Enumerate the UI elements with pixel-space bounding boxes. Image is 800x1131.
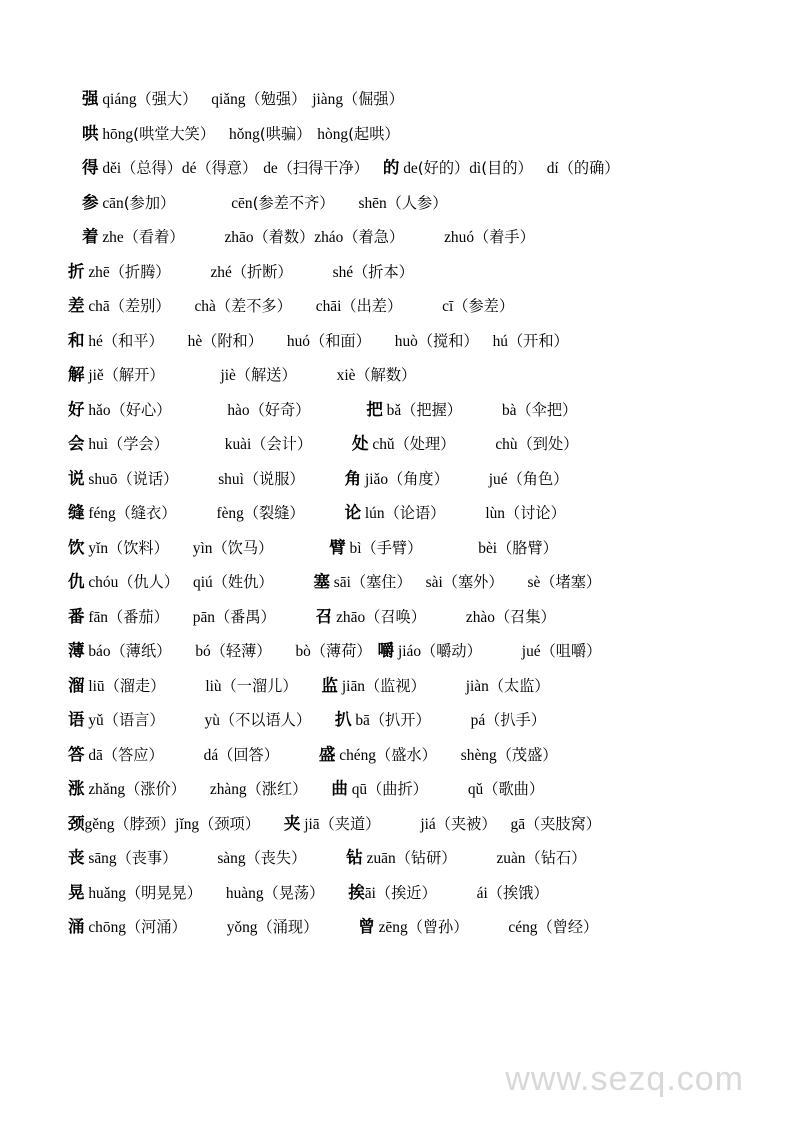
example-word: （曾经） <box>537 918 599 936</box>
pinyin-reading: jué <box>488 470 508 488</box>
example-word: （勉强） <box>245 90 307 108</box>
pinyin-reading: hòng <box>317 125 349 143</box>
pinyin-reading: zuàn <box>496 850 526 867</box>
entry-line <box>64 600 736 635</box>
example-word: (参加） <box>123 193 176 212</box>
pinyin-reading: qiú <box>193 574 213 591</box>
polyphone-character-list <box>64 82 736 945</box>
example-word: (哄堂大笑） <box>133 124 216 143</box>
example-word: （伞把） <box>516 400 578 419</box>
pinyin-reading: fèng <box>216 505 244 522</box>
headword-character: 和 <box>68 330 85 350</box>
pinyin-reading: zēng <box>374 919 408 936</box>
headword-character: 着 <box>82 227 99 246</box>
example-word: （薄荷） <box>310 642 372 660</box>
example-word: （折腾） <box>109 262 171 281</box>
entry-line <box>64 703 736 738</box>
example-word: （说话） <box>117 469 179 488</box>
example-word: （塞外） <box>442 573 504 591</box>
example-word: （附和） <box>202 331 263 350</box>
pinyin-reading: yù <box>204 712 220 729</box>
pinyin-reading: dá <box>203 746 219 764</box>
headword-character: 塞 <box>313 572 330 591</box>
example-word: （解数） <box>355 366 417 384</box>
example-word: （和平） <box>102 331 164 350</box>
headword-character: 溜 <box>68 675 85 695</box>
pinyin-reading: zuān <box>362 850 396 867</box>
pinyin-reading: jǐng <box>175 815 200 833</box>
entry-line <box>64 496 736 531</box>
example-word: （一溜儿） <box>221 676 298 695</box>
entry-line <box>64 669 736 704</box>
pinyin-reading: sāi <box>329 574 351 591</box>
pinyin-reading: zhǎng <box>84 781 126 798</box>
example-word: （手臂） <box>361 538 423 557</box>
pinyin-reading: hè <box>187 332 203 350</box>
example-word: （咀嚼） <box>540 642 602 660</box>
entry-line <box>64 876 736 911</box>
pinyin-reading: huì <box>84 436 109 453</box>
headword-character: 仇 <box>68 572 85 591</box>
example-word: （太监） <box>488 676 550 695</box>
headword-character: 得 <box>82 158 99 177</box>
example-word: （挨饿） <box>487 883 549 902</box>
pinyin-reading: qiǎng <box>211 91 246 108</box>
example-word: （溜走） <box>104 676 166 695</box>
example-word: （不以语人） <box>219 711 312 729</box>
example-word: （歌曲） <box>483 780 544 798</box>
example-word: （召唤） <box>365 607 426 626</box>
example-word: （夹肢窝） <box>525 814 601 833</box>
example-word: （说服） <box>243 469 305 488</box>
example-word: （参差） <box>453 297 515 315</box>
entry-line <box>64 462 736 497</box>
pinyin-reading: zhāo <box>224 229 254 246</box>
example-word: （饮料） <box>108 538 169 557</box>
entry-line <box>64 255 736 290</box>
pinyin-reading: bó <box>195 643 211 660</box>
headword-character: 好 <box>68 399 85 419</box>
pinyin-reading: cān <box>98 194 124 212</box>
pinyin-reading: ái <box>476 884 488 902</box>
example-word: （监视） <box>364 676 426 695</box>
pinyin-reading: jué <box>521 643 541 660</box>
headword-character: 参 <box>82 192 99 212</box>
entry-line <box>64 531 736 566</box>
pinyin-reading: dé <box>181 160 197 177</box>
pinyin-reading: jiě <box>84 367 104 384</box>
headword-character: 挨 <box>348 882 365 902</box>
pinyin-reading: hǒng <box>229 125 260 143</box>
example-word: （茂盛） <box>496 745 558 764</box>
example-word: （仇人） <box>118 573 180 591</box>
entry-line <box>64 186 736 221</box>
example-word: （缝衣） <box>115 504 177 522</box>
example-word: （角度） <box>388 469 449 488</box>
example-word: (好的） <box>417 159 470 177</box>
headword-character: 会 <box>68 434 85 453</box>
pinyin-reading: huò <box>394 332 418 350</box>
pinyin-reading: jiáo <box>394 643 422 660</box>
example-word: （番茄） <box>108 607 169 626</box>
example-word: （扒开） <box>369 711 431 729</box>
pinyin-reading: cī <box>442 298 454 315</box>
headword-character: 嚼 <box>377 641 395 660</box>
entry-line <box>64 289 736 324</box>
pinyin-reading: chǔ <box>368 436 395 453</box>
pinyin-reading: jiàn <box>465 677 489 695</box>
headword-character: 说 <box>68 468 85 488</box>
example-word: （看着） <box>123 228 185 246</box>
pinyin-reading: zhé <box>210 263 232 281</box>
pinyin-reading: zhe <box>98 229 124 246</box>
pinyin-reading: huǎng <box>84 884 126 902</box>
headword-character: 角 <box>344 468 362 488</box>
example-word: （语言） <box>103 711 165 729</box>
entry-line <box>64 841 736 876</box>
example-word: （夹被） <box>435 814 497 833</box>
headword-character: 把 <box>366 399 383 419</box>
pinyin-reading: lún <box>361 505 385 522</box>
example-word: （颈项） <box>199 814 260 833</box>
example-word: (起哄） <box>348 124 400 143</box>
pinyin-reading: yǔ <box>84 712 104 729</box>
example-word: (哄骗） <box>259 124 312 143</box>
headword-character: 颈 <box>68 813 85 833</box>
example-word: （姓仇） <box>212 573 274 591</box>
pinyin-reading: zhāo <box>332 608 366 626</box>
example-word: （钻石） <box>525 849 587 867</box>
entry-line <box>64 634 736 669</box>
pinyin-reading: sè <box>527 574 541 591</box>
entry-line <box>64 910 736 945</box>
example-word: （胳臂） <box>497 538 558 557</box>
headword-character: 哄 <box>82 123 99 143</box>
example-word: （回答） <box>218 745 279 764</box>
pinyin-reading: yǐn <box>84 539 109 557</box>
example-word: （角色） <box>507 469 569 488</box>
example-word: （出差） <box>341 297 403 315</box>
example-word: （会计） <box>251 435 313 453</box>
example-word: （人参） <box>386 193 448 212</box>
entry-line <box>64 117 736 152</box>
pinyin-reading: shēn <box>358 194 387 212</box>
entry-line <box>64 324 736 359</box>
headword-character: 涨 <box>68 779 85 798</box>
pinyin-reading: céng <box>508 919 538 936</box>
pinyin-reading: chù <box>495 436 518 453</box>
pinyin-reading: dā <box>84 746 103 764</box>
pinyin-reading: bò <box>295 643 311 660</box>
entry-line <box>64 565 736 600</box>
pinyin-reading: āi <box>364 884 376 902</box>
pinyin-reading: bǎ <box>382 401 402 419</box>
pinyin-reading: sàng <box>217 850 246 867</box>
example-word: （差别） <box>109 297 171 315</box>
example-word: （挨近） <box>375 883 437 902</box>
headword-character: 钻 <box>346 848 363 867</box>
entry-line <box>64 358 736 393</box>
pinyin-reading: chóu <box>84 574 119 591</box>
example-word: （轻薄） <box>210 642 272 660</box>
pinyin-reading: dí <box>546 160 559 177</box>
example-word: （塞住） <box>350 573 412 591</box>
pinyin-reading: jiàng <box>312 91 344 108</box>
example-word: （饮马） <box>212 538 274 557</box>
example-word: （涨价） <box>125 780 186 798</box>
headword-character: 的 <box>382 158 400 177</box>
example-word: （薄纸） <box>110 642 172 660</box>
headword-character: 饮 <box>68 537 85 557</box>
pinyin-reading: hú <box>492 332 508 350</box>
entry-line <box>64 393 736 428</box>
pinyin-reading: qū <box>347 781 368 798</box>
example-word: （答应） <box>102 745 164 764</box>
example-word: （解开） <box>103 366 165 384</box>
example-word: （得意） <box>196 159 258 177</box>
headword-character: 语 <box>68 710 85 729</box>
headword-character: 丧 <box>68 848 85 867</box>
headword-character: 论 <box>344 503 362 522</box>
headword-character: 答 <box>68 744 85 764</box>
pinyin-reading: jiǎo <box>361 470 389 488</box>
example-word: （裂缝） <box>243 504 305 522</box>
example-word: （扒手） <box>485 711 546 729</box>
watermark: www.sezq.com <box>505 1060 744 1098</box>
pinyin-reading: bì <box>345 539 362 557</box>
example-word: （着数） <box>253 228 315 246</box>
headword-character: 盛 <box>318 744 336 764</box>
example-word: （晃荡） <box>263 883 325 902</box>
pinyin-reading: yǒng <box>226 919 258 936</box>
pinyin-reading: bèi <box>478 539 498 557</box>
pinyin-reading: jiá <box>420 815 436 833</box>
example-word: （好奇） <box>249 400 311 419</box>
pinyin-reading: jiā <box>300 815 320 833</box>
headword-character: 监 <box>321 675 339 695</box>
headword-character: 缝 <box>68 503 85 522</box>
entry-line <box>64 738 736 773</box>
pinyin-reading: qǔ <box>467 781 484 798</box>
headword-character: 召 <box>315 606 333 626</box>
pinyin-reading: de <box>263 160 278 177</box>
pinyin-reading: jiè <box>220 367 236 384</box>
pinyin-reading: huàng <box>225 884 264 902</box>
pinyin-reading: jiān <box>338 677 365 695</box>
pinyin-reading: kuài <box>224 436 252 453</box>
pinyin-reading: zhàng <box>209 781 247 798</box>
entry-line <box>64 427 736 462</box>
example-word: （倔强） <box>343 90 404 108</box>
example-word: （强大） <box>136 90 198 108</box>
pinyin-reading: cēn <box>231 194 253 212</box>
pinyin-reading: hào <box>227 401 250 419</box>
pinyin-reading: hé <box>84 332 103 350</box>
entry-line <box>64 220 736 255</box>
entry-line <box>64 151 736 186</box>
example-word: （把握） <box>401 400 462 419</box>
pinyin-reading: zhào <box>465 608 495 626</box>
pinyin-reading: bà <box>501 401 517 419</box>
example-word: （的确） <box>558 159 620 177</box>
pinyin-reading: chéng <box>335 746 377 764</box>
pinyin-reading: sài <box>425 574 443 591</box>
example-word: （明晃晃） <box>125 883 202 902</box>
pinyin-reading: hǎo <box>84 401 111 419</box>
pinyin-reading: sāng <box>84 850 117 867</box>
headword-character: 处 <box>352 434 369 453</box>
pinyin-reading: chà <box>194 298 216 315</box>
pinyin-reading: chōng <box>84 919 126 936</box>
headword-character: 曲 <box>331 779 348 798</box>
example-word: （处理） <box>394 435 456 453</box>
example-word: （开和） <box>507 331 569 350</box>
example-word: （脖颈） <box>114 814 176 833</box>
example-word: （论语） <box>384 504 446 522</box>
headword-character: 解 <box>68 365 85 384</box>
pinyin-reading: chāi <box>315 298 342 315</box>
headword-character: 折 <box>68 261 85 281</box>
pinyin-reading: báo <box>84 643 111 660</box>
pinyin-reading: fān <box>84 608 108 626</box>
pinyin-reading: xiè <box>336 367 356 384</box>
pinyin-reading: lùn <box>485 505 505 522</box>
pinyin-reading: huó <box>286 332 310 350</box>
headword-character: 番 <box>68 606 85 626</box>
pinyin-reading: zháo <box>314 229 344 246</box>
example-word: （番禺） <box>214 607 276 626</box>
example-word: （折断） <box>231 262 293 281</box>
pinyin-reading: shuì <box>218 470 244 488</box>
pinyin-reading: de <box>399 160 418 177</box>
example-word: （曲折） <box>367 780 428 798</box>
example-word: （到处） <box>517 435 579 453</box>
example-word: （差不多） <box>215 297 292 315</box>
example-word: (目的） <box>481 159 533 177</box>
pinyin-reading: dì <box>469 160 482 177</box>
headword-character: 夹 <box>283 813 301 833</box>
pinyin-reading: děi <box>98 160 122 177</box>
example-word: （河涌） <box>125 918 187 936</box>
entry-line <box>64 82 736 117</box>
example-word: （嚼动） <box>421 642 482 660</box>
pinyin-reading: bā <box>351 712 370 729</box>
headword-character: 扒 <box>335 710 352 729</box>
example-word: （曾孙） <box>407 918 469 936</box>
example-word: （涌现） <box>257 918 319 936</box>
example-word: （解送） <box>235 366 297 384</box>
example-word: （折本） <box>353 262 414 281</box>
pinyin-reading: pá <box>470 712 486 729</box>
pinyin-reading: shé <box>332 263 354 281</box>
example-word: (参差不齐） <box>252 193 335 212</box>
example-word: （涨红） <box>246 780 308 798</box>
headword-character: 曾 <box>358 917 375 936</box>
example-word: （丧事） <box>116 849 178 867</box>
headword-character: 强 <box>82 89 99 108</box>
headword-character: 晃 <box>68 882 85 902</box>
pinyin-reading: zhuó <box>444 229 475 246</box>
example-word: （和面） <box>310 331 371 350</box>
pinyin-reading: chā <box>84 298 110 315</box>
example-word: （学会） <box>108 435 169 453</box>
example-word: （夹道） <box>319 814 381 833</box>
example-word: （钻研） <box>395 849 457 867</box>
example-word: （着手） <box>474 228 535 246</box>
headword-character: 臂 <box>329 537 346 557</box>
pinyin-reading: shèng <box>460 746 497 764</box>
pinyin-reading: hōng <box>98 125 134 143</box>
pinyin-reading: féng <box>84 505 116 522</box>
example-word: （搅和） <box>417 331 479 350</box>
headword-character: 薄 <box>68 641 85 660</box>
example-word: （着急） <box>343 228 405 246</box>
pinyin-reading: pān <box>192 608 215 626</box>
pinyin-reading: qiáng <box>98 91 137 108</box>
pinyin-reading: gā <box>510 815 526 833</box>
example-word: （好心） <box>110 400 172 419</box>
example-word: （堵塞） <box>540 573 602 591</box>
headword-character: 差 <box>68 296 85 315</box>
pinyin-reading: shuō <box>84 470 118 488</box>
headword-character: 涌 <box>68 917 85 936</box>
pinyin-reading: zhē <box>84 263 110 281</box>
pinyin-reading: liū <box>84 677 105 695</box>
example-word: （召集） <box>494 607 556 626</box>
entry-line <box>64 807 736 842</box>
pinyin-reading: yìn <box>192 539 213 557</box>
example-word: （盛水） <box>376 745 437 764</box>
example-word: （讨论） <box>505 504 566 522</box>
pinyin-reading: liù <box>205 677 222 695</box>
example-word: （总得） <box>121 159 182 177</box>
example-word: （扫得干净） <box>277 159 369 177</box>
pinyin-reading: gěng <box>84 815 115 833</box>
example-word: （丧失） <box>245 849 307 867</box>
entry-line <box>64 772 736 807</box>
